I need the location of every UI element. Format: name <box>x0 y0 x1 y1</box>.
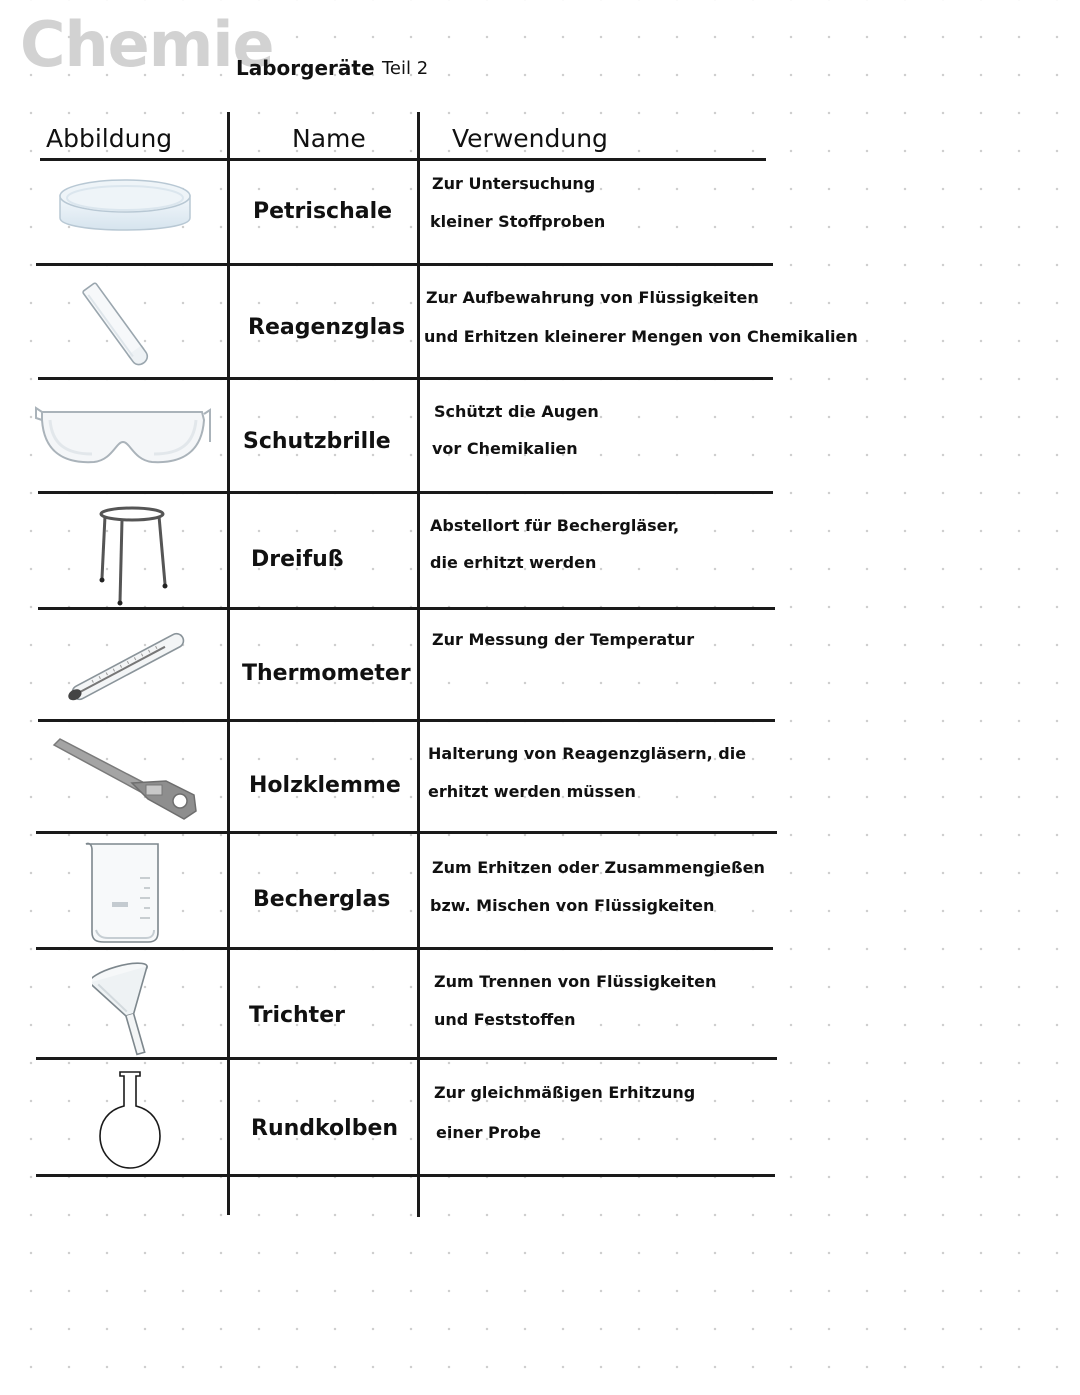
row-divider <box>36 1174 775 1177</box>
header-divider <box>40 158 766 161</box>
row-divider <box>38 377 773 380</box>
column-divider <box>417 112 420 1217</box>
item-usage-line2: einer Probe <box>436 1123 541 1142</box>
item-usage-line2: die erhitzt werden <box>430 553 597 572</box>
row-divider <box>36 263 773 266</box>
item-name: Petrischale <box>253 199 393 224</box>
item-name: Dreifuß <box>251 547 344 572</box>
item-usage-line1: Zur Messung der Temperatur <box>432 630 695 649</box>
row-divider <box>38 719 775 722</box>
item-name: Reagenzglas <box>248 315 406 340</box>
item-usage-line1: Abstellort für Bechergläser, <box>430 516 680 535</box>
row-divider <box>36 947 773 950</box>
item-usage-line2: bzw. Mischen von Flüssigkeiten <box>430 896 715 915</box>
column-header-usage: Verwendung <box>452 124 608 153</box>
round-flask-icon <box>98 1070 162 1170</box>
item-name: Holzklemme <box>249 773 401 798</box>
item-name: Rundkolben <box>251 1116 399 1141</box>
item-name: Schutzbrille <box>243 429 391 454</box>
item-usage-line1: Zur gleichmäßigen Erhitzung <box>434 1083 696 1102</box>
page-part: Teil 2 <box>382 58 429 79</box>
wooden-clamp-icon <box>48 735 200 825</box>
page-subtitle: Laborgeräte <box>236 56 375 80</box>
test-tube-icon <box>72 276 162 376</box>
safety-goggles-icon <box>34 398 212 474</box>
petri-dish-icon <box>55 172 195 246</box>
row-divider <box>36 831 777 834</box>
item-usage-line1: Zur Aufbewahrung von Flüssigkeiten <box>426 288 759 307</box>
row-divider <box>38 491 773 494</box>
item-usage-line2: und Erhitzen kleinerer Mengen von Chemikalien <box>424 327 858 346</box>
item-usage-line1: Schützt die Augen <box>434 402 599 421</box>
item-usage-line1: Zur Untersuchung <box>432 174 596 193</box>
column-header-image: Abbildung <box>46 124 173 153</box>
item-usage-line1: Halterung von Reagenzgläsern, die <box>428 744 747 763</box>
column-header-name: Name <box>292 124 366 153</box>
funnel-icon <box>92 958 172 1058</box>
item-usage-line2: kleiner Stoffproben <box>430 212 606 231</box>
item-usage-line2: vor Chemikalien <box>432 439 578 458</box>
row-divider <box>38 607 775 610</box>
tripod-icon <box>96 504 172 606</box>
item-usage-line1: Zum Erhitzen oder Zusammengießen <box>432 858 765 877</box>
beaker-icon <box>82 838 164 944</box>
item-usage-line2: und Feststoffen <box>434 1010 576 1029</box>
item-usage-line2: erhitzt werden müssen <box>428 782 636 801</box>
item-name: Trichter <box>249 1003 345 1028</box>
item-name: Becherglas <box>253 887 391 912</box>
column-divider <box>227 112 230 1215</box>
item-name: Thermometer <box>242 661 411 686</box>
item-usage-line1: Zum Trennen von Flüssigkeiten <box>434 972 717 991</box>
page-title: Chemie <box>20 8 274 81</box>
thermometer-icon <box>60 624 194 710</box>
